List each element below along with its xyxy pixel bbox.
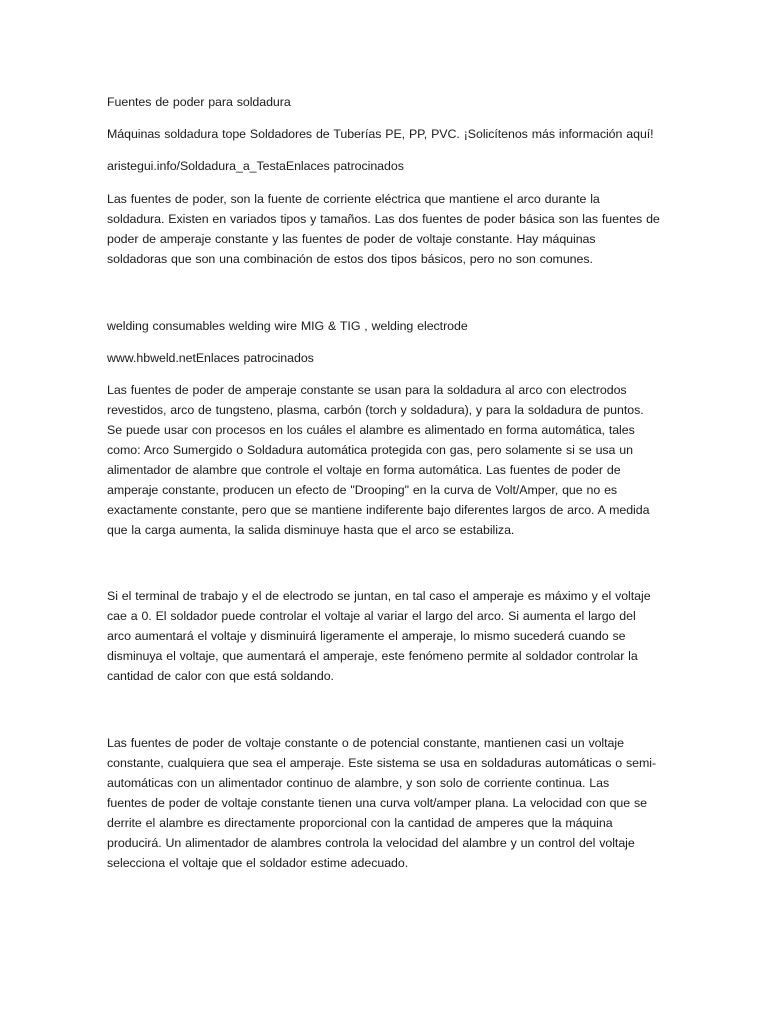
sponsored-ad-link: aristegui.info/Soldadura_a_TestaEnlaces patrocinados xyxy=(107,159,404,173)
sponsored-ad-text: Máquinas soldadura tope Soldadores de Tuberías PE, PP, PVC. ¡Solicítenos más información aquí! xyxy=(107,127,654,141)
sponsored-ad-text: welding consumables welding wire MIG & TIG , welding electrode xyxy=(107,319,468,333)
document-title: Fuentes de poder para soldadura xyxy=(107,95,291,109)
paragraph-constant-voltage: Las fuentes de poder de voltaje constante o de potencial constante, mantienen casi un voltaje constante, cualquiera que sea el amperaje. Este sistema se usa en soldaduras automáticas o semi- automáticas con un alimentador continuo de alambre, y son solo de corriente continua. Las fuentes de poder de voltaje constante tienen una curva volt/amper plana. La velocidad con que se derrite el alambre es directamente proporcional con la cantidad de amperes que la máquina producirá. Un alimentador de alambres controla la velocidad del alambre y un control del voltaje selecciona el voltaje que el soldador estime adecuado. xyxy=(107,736,657,870)
sponsored-ad-link: www.hbweld.netEnlaces patrocinados xyxy=(107,351,314,365)
paragraph-intro: Las fuentes de poder, son la fuente de corriente eléctrica que mantiene el arco durante la soldadura. Existen en variados tipos y tamaños. Las dos fuentes de poder básica son las fuentes de poder de amperaje constante y las fuentes de poder de voltaje constante. Hay máquinas soldadoras que son una combinación de estos dos tipos básicos, pero no son comunes. xyxy=(107,192,660,266)
paragraph-terminal-contact: Si el terminal de trabajo y el de electrodo se juntan, en tal caso el amperaje es máximo y el voltaje cae a 0. El soldador puede controlar el voltaje al variar el largo del arco. Si aumenta el largo del arco aumentará el voltaje y disminuirá ligeramente el amperaje, lo mismo sucederá cuando se disminuya el voltaje, que aumentará el amperaje, este fenómeno permite al soldador controlar la cantidad de calor con que está soldando. xyxy=(107,589,651,683)
paragraph-constant-amperage: Las fuentes de poder de amperaje constante se usan para la soldadura al arco con electrodos revestidos, arco de tungsteno, plasma, carbón (torch y soldadura), y para la soldadura de puntos. Se puede usar con procesos en los cuáles el alambre es alimentado en forma automática, tales como: Arco Sumergido o Soldadura automática protegida con gas, pero solamente si se usa un alimentador de alambre que controle el voltaje en forma automática. Las fuentes de poder de amperaje constante, producen un efecto de "Drooping" en la curva de Volt/Amper, que no es exactamente constante, pero que se mantiene indiferente bajo diferentes largos de arco. A medida que la carga aumenta, la salida disminuye hasta que el arco se estabiliza. xyxy=(107,383,650,537)
